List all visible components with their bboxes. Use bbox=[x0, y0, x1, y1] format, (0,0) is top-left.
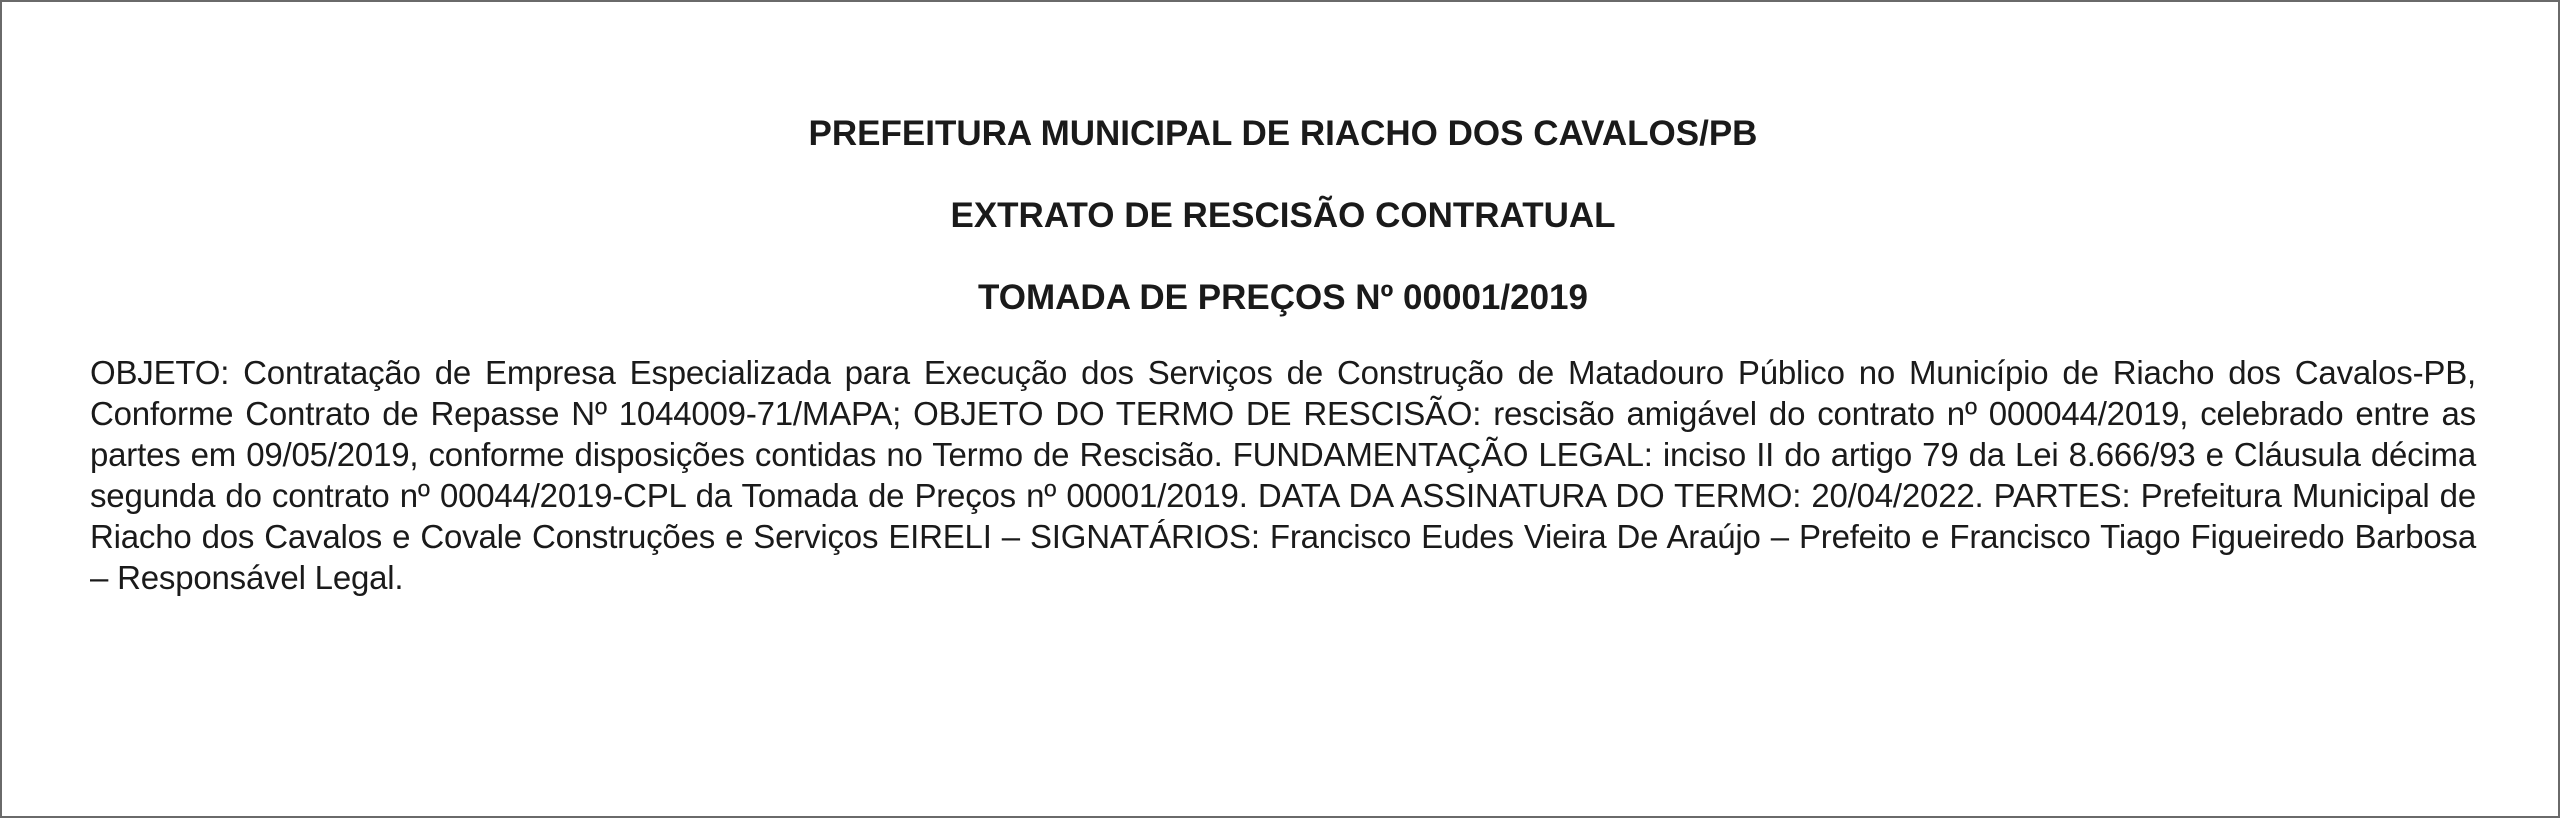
municipality-header: PREFEITURA MUNICIPAL DE RIACHO DOS CAVALOS/PB bbox=[808, 114, 1758, 153]
document-content bbox=[90, 110, 2476, 598]
document-subtitle: TOMADA DE PREÇOS Nº 00001/2019 bbox=[978, 278, 1588, 317]
document-body: OBJETO: Contratação de Empresa Especializada para Execução dos Serviços de Construção de Matadouro Público no Município de Riacho dos Cavalos-PB, Conforme Contrato de Repasse Nº 1044009-71/MAPA; OBJETO DO TERMO DE RESCISÃO: rescisão amigável do contrato nº 000044/2019, celebrado entre as partes em 09/05/2019, conforme disposições contidas no Termo de Rescisão. FUNDAMENTAÇÃO LEGAL: inciso II do artigo 79 da Lei 8.666/93 e Cláusula décima segunda do contrato nº 00044/2019-CPL da Tomada de Preços nº 00001/2019. DATA DA ASSINATURA DO TERMO: 20/04/2022. PARTES: Prefeitura Municipal de Riacho dos Cavalos e Covale Construções e Serviços EIRELI – SIGNATÁRIOS: Francisco Eudes Vieira De Araújo – Prefeito e Francisco Tiago Figueiredo Barbosa – Responsável Legal. bbox=[90, 354, 2476, 596]
document-title: EXTRATO DE RESCISÃO CONTRATUAL bbox=[950, 196, 1616, 235]
